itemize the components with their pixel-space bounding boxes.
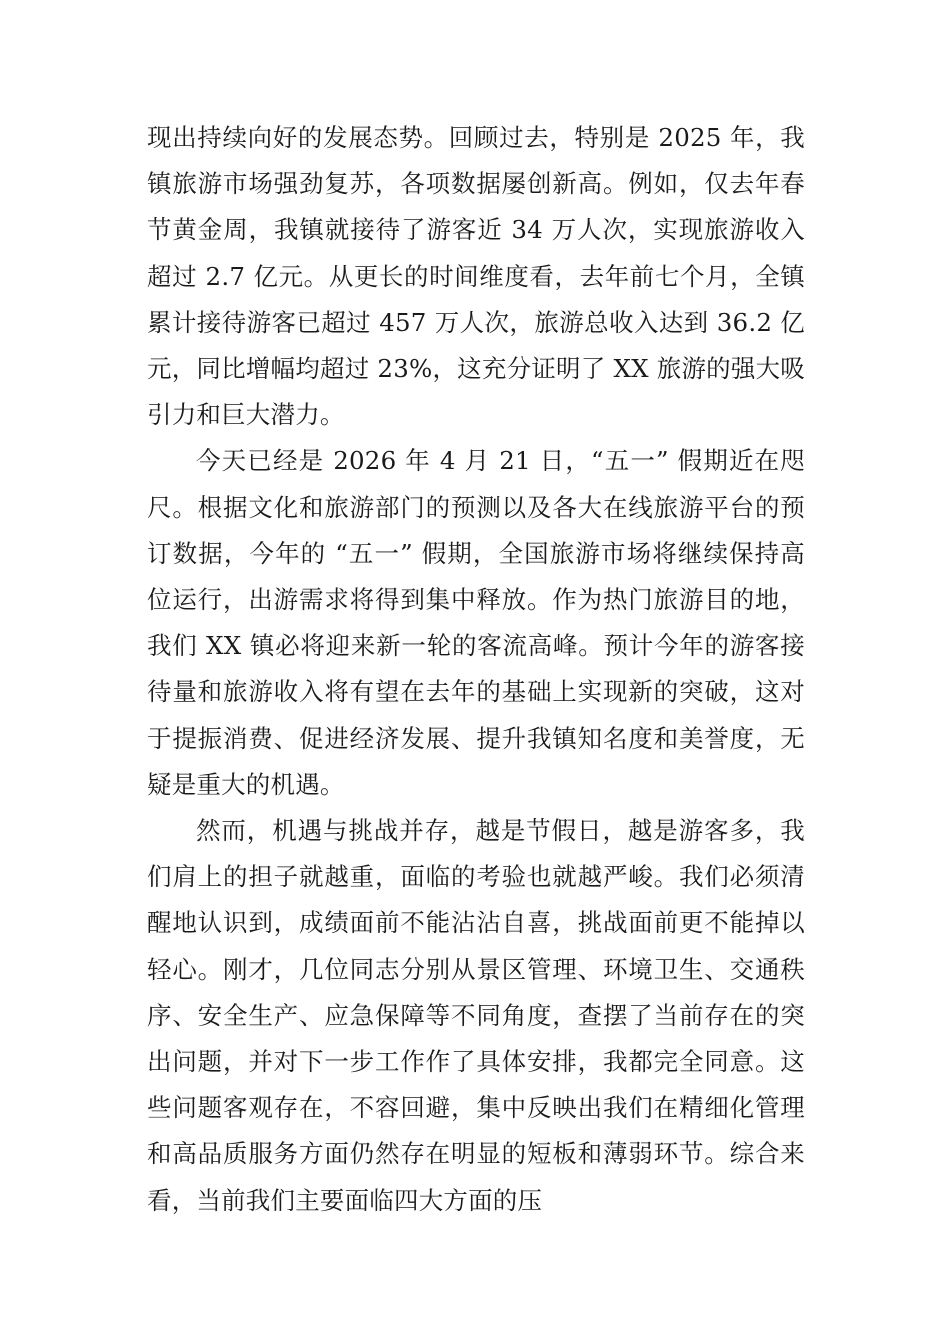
paragraph-holiday-outlook: 今天已经是 2026 年 4 月 21 日，“五一” 假期近在咫尺。根据文化和旅游部门的预测以及各大在线旅游平台的预订数据，今年的 “五一” 假期，全国旅游市场将继续保持高位运行，出游需求将得到集中释放。作为热门旅游目的地，我们 XX 镇必将迎来新一轮的客流高峰。预计今年的游客接待量和旅游收入将有望在去年的基础上实现新的突破，这对于提振消费、促进经济发展、提升我镇知名度和美誉度，无疑是重大的机遇。 — [147, 446, 805, 799]
document-body — [147, 115, 805, 1224]
paragraph-challenges: 然而，机遇与挑战并存，越是节假日，越是游客多，我们肩上的担子就越重，面临的考验也就越严峻。我们必须清醒地认识到，成绩面前不能沾沾自喜，挑战面前更不能掉以轻心。刚才，几位同志分别从景区管理、环境卫生、交通秩序、安全生产、应急保障等不同角度，查摆了当前存在的突出问题，并对下一步工作作了具体安排，我都完全同意。这些问题客观存在，不容回避，集中反映出我们在精细化管理和高品质服务方面仍然存在明显的短板和薄弱环节。综合来看，当前我们主要面临四大方面的压 — [147, 816, 805, 1215]
paragraph-continued: 现出持续向好的发展态势。回顾过去，特别是 2025 年，我镇旅游市场强劲复苏，各项数据屡创新高。例如，仅去年春节黄金周，我镇就接待了游客近 34 万人次，实现旅游收入超过 2.7 亿元。从更长的时间维度看，去年前七个月，全镇累计接待游客已超过 457 万人次，旅游总收入达到 36.2 亿元，同比增幅均超过 23%，这充分证明了 XX 旅游的强大吸引力和巨大潜力。 — [147, 123, 805, 430]
